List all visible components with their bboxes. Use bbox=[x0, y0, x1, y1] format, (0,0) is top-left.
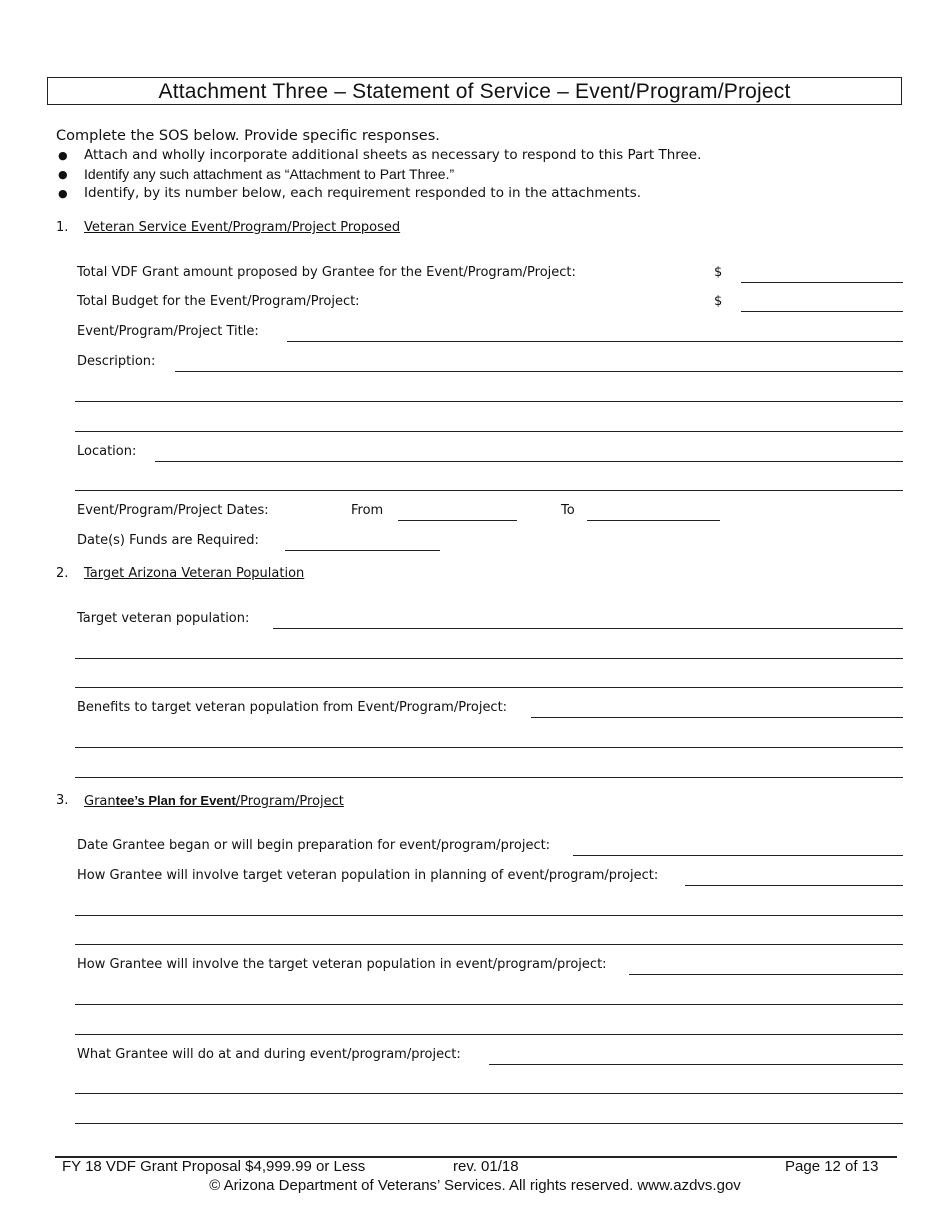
during-event-field[interactable] bbox=[489, 1064, 903, 1065]
section-heading: Veteran Service Event/Program/Project Proposed bbox=[84, 220, 401, 235]
target-population-field[interactable] bbox=[75, 658, 903, 659]
funds-required-field[interactable] bbox=[285, 550, 440, 551]
from-date-field[interactable] bbox=[398, 520, 517, 521]
to-date-field[interactable] bbox=[587, 520, 720, 521]
section-heading-part: /Program/Project bbox=[235, 794, 344, 809]
bullet-icon: ● bbox=[58, 168, 68, 181]
description-field[interactable] bbox=[75, 431, 903, 432]
footer-form-name: FY 18 VDF Grant Proposal $4,999.99 or Less bbox=[62, 1158, 366, 1175]
involvement-field[interactable] bbox=[75, 1004, 903, 1005]
section-heading: Target Arizona Veteran Population bbox=[84, 566, 305, 581]
location-field[interactable] bbox=[155, 461, 903, 462]
description-label: Description: bbox=[77, 354, 156, 369]
bullet-item: Identify, by its number below, each requirement responded to in the attachments. bbox=[84, 185, 642, 201]
page-title: Attachment Three – Statement of Service – Event/Program/Project bbox=[47, 77, 902, 105]
benefits-field[interactable] bbox=[75, 777, 903, 778]
involvement-field[interactable] bbox=[629, 974, 903, 975]
footer-copyright: © Arizona Department of Veterans’ Services. All rights reserved. www.azdvs.gov bbox=[209, 1177, 741, 1194]
target-population-field[interactable] bbox=[75, 687, 903, 688]
budget-label: Total Budget for the Event/Program/Project: bbox=[77, 294, 360, 309]
budget-field[interactable] bbox=[741, 311, 903, 312]
dates-label: Event/Program/Project Dates: bbox=[77, 503, 269, 518]
description-field[interactable] bbox=[75, 401, 903, 402]
section-heading-part: Gran bbox=[84, 794, 116, 809]
description-field[interactable] bbox=[175, 371, 903, 372]
during-event-label: What Grantee will do at and during event/program/project: bbox=[77, 1047, 461, 1062]
benefits-field[interactable] bbox=[75, 747, 903, 748]
involvement-label: How Grantee will involve the target veteran population in event/program/project: bbox=[77, 957, 607, 972]
section-heading bbox=[84, 793, 344, 809]
bullet-icon: ● bbox=[58, 187, 68, 200]
benefits-label: Benefits to target veteran population from Event/Program/Project: bbox=[77, 700, 508, 715]
footer-page-number: Page 12 of 13 bbox=[785, 1158, 879, 1175]
planning-field[interactable] bbox=[75, 915, 903, 916]
planning-field[interactable] bbox=[685, 885, 903, 886]
project-title-label: Event/Program/Project Title: bbox=[77, 324, 259, 339]
funds-required-label: Date(s) Funds are Required: bbox=[77, 533, 259, 548]
preparation-date-label: Date Grantee began or will begin preparation for event/program/project: bbox=[77, 838, 551, 853]
during-event-field[interactable] bbox=[75, 1123, 903, 1124]
footer-revision: rev. 01/18 bbox=[453, 1158, 519, 1175]
currency-symbol: $ bbox=[714, 294, 723, 309]
target-population-field[interactable] bbox=[273, 628, 903, 629]
involvement-field[interactable] bbox=[75, 1034, 903, 1035]
bullet-icon: ● bbox=[58, 149, 68, 162]
grant-amount-label: Total VDF Grant amount proposed by Grantee for the Event/Program/Project: bbox=[77, 265, 576, 280]
during-event-field[interactable] bbox=[75, 1093, 903, 1094]
benefits-field[interactable] bbox=[531, 717, 903, 718]
section-heading-part: tee’s Plan for Event bbox=[115, 793, 236, 808]
grant-amount-field[interactable] bbox=[741, 282, 903, 283]
bullet-item: Attach and wholly incorporate additional sheets as necessary to respond to this Part Three. bbox=[84, 147, 702, 163]
section-number: 3. bbox=[56, 793, 69, 808]
planning-field[interactable] bbox=[75, 944, 903, 945]
currency-symbol: $ bbox=[714, 265, 723, 280]
to-label: To bbox=[561, 503, 575, 518]
location-label: Location: bbox=[77, 444, 137, 459]
section-number: 2. bbox=[56, 566, 69, 581]
bullet-item: Identify any such attachment as “Attachment to Part Three.” bbox=[84, 166, 455, 182]
project-title-field[interactable] bbox=[287, 341, 903, 342]
from-label: From bbox=[351, 503, 384, 518]
planning-label: How Grantee will involve target veteran population in planning of event/program/project: bbox=[77, 868, 659, 883]
location-field[interactable] bbox=[75, 490, 903, 491]
preparation-date-field[interactable] bbox=[573, 855, 903, 856]
target-population-label: Target veteran population: bbox=[77, 611, 250, 626]
section-number: 1. bbox=[56, 220, 69, 235]
intro-text: Complete the SOS below. Provide specific responses. bbox=[56, 128, 440, 144]
